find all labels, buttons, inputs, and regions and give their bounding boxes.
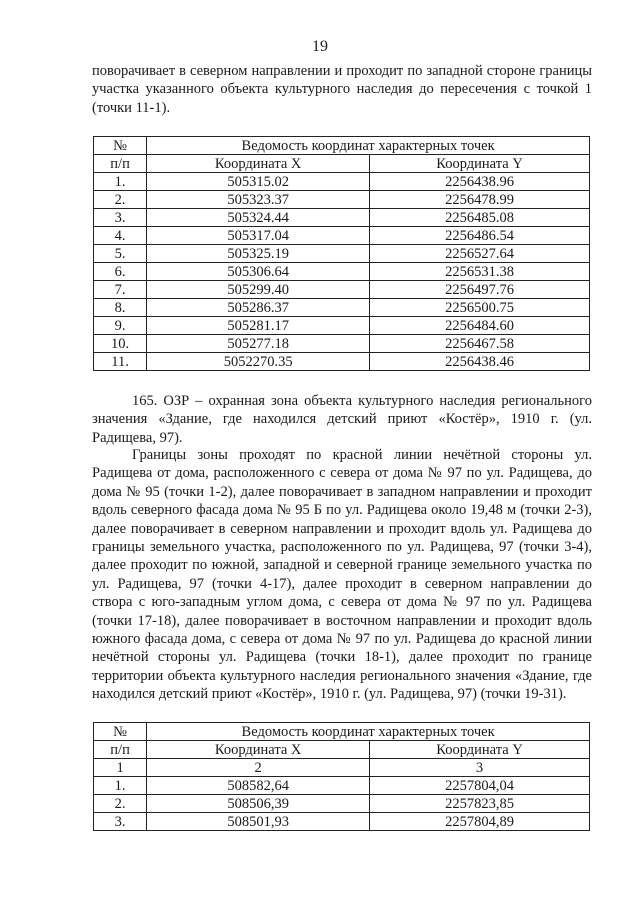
col-num-subheader: п/п <box>94 155 147 173</box>
table-row <box>94 813 590 831</box>
coord-y-cell: 2256438.96 <box>370 173 590 191</box>
index-cell-y: 3 <box>370 759 590 777</box>
point-number-cell: 11. <box>94 353 147 371</box>
coord-y-cell: 2257804,04 <box>370 777 590 795</box>
table-row <box>94 777 590 795</box>
table-row <box>94 173 590 191</box>
coord-x-cell: 505315.02 <box>147 173 370 191</box>
coord-x-cell: 505317.04 <box>147 227 370 245</box>
borders-paragraph: Границы зоны проходят по красной линии нечётной стороны ул. Радищева от дома, расположенного с севера от дома № 97 по ул. Радищева, до дома № 95 (точки 1-2), далее поворачивает в западном направлении и проходит вдоль северного фасада дома № 95 Б по ул. Радищева около 19,48 м (точки 2-3), далее поворачивает в северном направлении и проходит вдоль ул. Радищева до границы земельного участка, расположенного по ул. Радищева, 97 (точки 3-4), далее проходит по южной, западной и северной границе земельного участка по ул. Радищева, 97 (точки 4-17), далее проходит в северном направлении до створа с юго-западным углом дома, с севера от дома № 97 по ул. Радищева (точки 17-18), далее поворачивает в восточном направлении и проходит вдоль южного фасада дома, с севера от дома № 97 по ул. Радищева до красной линии нечётной стороны ул. Радищева (точки 18-1), далее проходит по границе территории объекта культурного наследия регионального значения «Здание, где находился детский приют «Костёр», 1910 г. (ул. Радищева, 97) (точки 19-31). <box>92 447 592 703</box>
table-row <box>94 317 590 335</box>
coord-y-cell: 2256500.75 <box>370 299 590 317</box>
table-title-header: Ведомость координат характерных точек <box>147 723 590 741</box>
table-row <box>94 191 590 209</box>
table-row <box>94 353 590 371</box>
index-cell-n: 1 <box>94 759 147 777</box>
coord-y-cell: 2256467.58 <box>370 335 590 353</box>
table-row <box>94 209 590 227</box>
col-x-header: Координата X <box>147 741 370 759</box>
point-number-cell: 10. <box>94 335 147 353</box>
table-row <box>94 281 590 299</box>
coord-y-cell: 2256486.54 <box>370 227 590 245</box>
point-number-cell: 7. <box>94 281 147 299</box>
coord-y-cell: 2256484.60 <box>370 317 590 335</box>
coord-y-cell: 2257823,85 <box>370 795 590 813</box>
table-title-header: Ведомость координат характерных точек <box>147 137 590 155</box>
table-row <box>94 245 590 263</box>
coordinates-table-2 <box>93 722 590 831</box>
table-subheader-row <box>94 155 590 173</box>
table-header-row <box>94 137 590 155</box>
table-index-row <box>94 759 590 777</box>
coord-x-cell: 505299.40 <box>147 281 370 299</box>
col-num-subheader: п/п <box>94 741 147 759</box>
point-number-cell: 3. <box>94 209 147 227</box>
col-x-header: Координата X <box>147 155 370 173</box>
coord-y-cell: 2256485.08 <box>370 209 590 227</box>
col-y-header: Координата Y <box>370 155 590 173</box>
table-row <box>94 227 590 245</box>
index-cell-x: 2 <box>147 759 370 777</box>
coord-x-cell: 505306.64 <box>147 263 370 281</box>
coord-x-cell: 508582,64 <box>147 777 370 795</box>
coord-x-cell: 508501,93 <box>147 813 370 831</box>
table-row <box>94 335 590 353</box>
point-number-cell: 2. <box>94 191 147 209</box>
point-number-cell: 8. <box>94 299 147 317</box>
coord-y-cell: 2257804,89 <box>370 813 590 831</box>
table-row <box>94 263 590 281</box>
point-number-cell: 1. <box>94 173 147 191</box>
coord-y-cell: 2256531.38 <box>370 263 590 281</box>
col-num-header: № <box>94 723 147 741</box>
coord-y-cell: 2256497.76 <box>370 281 590 299</box>
table-header-row <box>94 723 590 741</box>
coord-x-cell: 505324.44 <box>147 209 370 227</box>
col-y-header: Координата Y <box>370 741 590 759</box>
coordinates-table-1 <box>93 136 590 371</box>
point-number-cell: 1. <box>94 777 147 795</box>
col-num-header: № <box>94 137 147 155</box>
coord-x-cell: 505281.17 <box>147 317 370 335</box>
table-row <box>94 299 590 317</box>
page-number: 19 <box>312 38 328 55</box>
point-number-cell: 6. <box>94 263 147 281</box>
coord-x-cell: 505325.19 <box>147 245 370 263</box>
coord-x-cell: 505277.18 <box>147 335 370 353</box>
point-number-cell: 9. <box>94 317 147 335</box>
coord-y-cell: 2256438.46 <box>370 353 590 371</box>
point-number-cell: 3. <box>94 813 147 831</box>
intro-paragraph: поворачивает в северном направлении и проходит по западной стороне границы участка указанного объекта культурного наследия до пересечения с точкой 1 (точки 11-1). <box>92 63 592 116</box>
table-subheader-row <box>94 741 590 759</box>
coord-y-cell: 2256478.99 <box>370 191 590 209</box>
coord-x-cell: 505323.37 <box>147 191 370 209</box>
coord-x-cell: 5052270.35 <box>147 353 370 371</box>
point-number-cell: 5. <box>94 245 147 263</box>
coord-x-cell: 505286.37 <box>147 299 370 317</box>
coord-x-cell: 508506,39 <box>147 795 370 813</box>
coord-y-cell: 2256527.64 <box>370 245 590 263</box>
table-row <box>94 795 590 813</box>
point-number-cell: 4. <box>94 227 147 245</box>
point-number-cell: 2. <box>94 795 147 813</box>
section-165-paragraph: 165. ОЗР – охранная зона объекта культурного наследия регионального значения «Здание, где находился детский приют «Костёр», 1910 г. (ул. Радищева, 97). <box>92 393 592 446</box>
